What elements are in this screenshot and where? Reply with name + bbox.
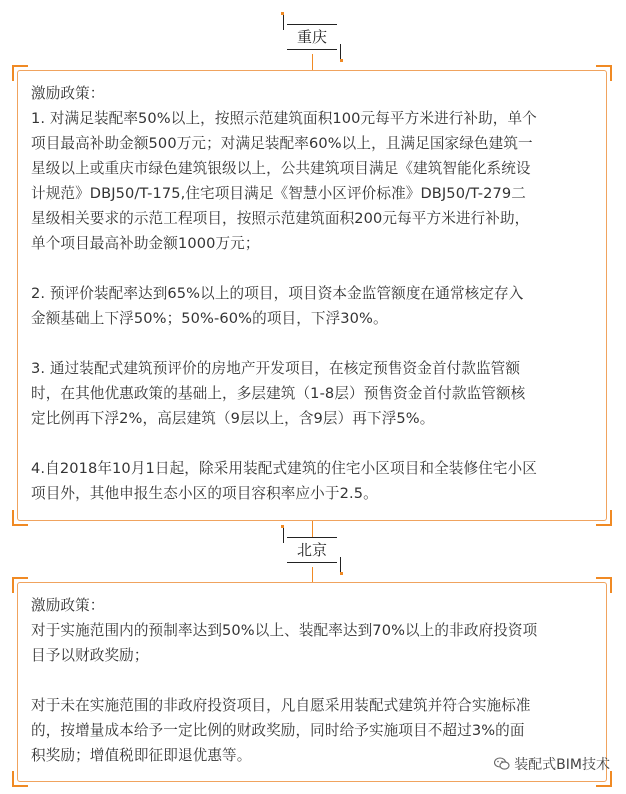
para-line: 星级以上或重庆市绿色建筑银级以上，公共建筑项目满足《建筑智能化系统设 <box>31 160 531 177</box>
corner-mark <box>12 510 28 526</box>
panel-heading: 激励政策： <box>31 85 105 102</box>
label-right-tick <box>340 44 341 60</box>
corner-mark <box>12 577 28 593</box>
para-line: 金额基础上下浮50%；50%-60%的项目，下浮30%。 <box>31 310 388 327</box>
corner-mark <box>596 577 612 593</box>
para-line: 3. 通过装配式建筑预评价的房地产开发项目，在核定预售资金首付款监管额 <box>31 360 521 377</box>
para-line: 时，在其他优惠政策的基础上，多层建筑（1-8层）预售资金首付款监管额核 <box>31 385 526 402</box>
label-dot <box>281 12 284 15</box>
para-line: 项目外，其他申报生态小区的项目容积率应小于2.5。 <box>31 485 378 502</box>
label-top-rule <box>287 537 337 538</box>
corner-mark <box>12 65 28 81</box>
wechat-icon <box>494 757 510 771</box>
label-right-tick <box>340 557 341 573</box>
city-name: 北京 <box>296 541 327 559</box>
label-top-rule <box>287 24 337 25</box>
para-line: 计规范》DBJ50/T-175,住宅项目满足《智慧小区评价标准》DBJ50/T-279二 <box>31 185 526 202</box>
connector-line <box>312 521 313 537</box>
label-left-tick <box>283 14 284 30</box>
connector-line <box>312 567 313 582</box>
para-line: 定比例再下浮2%，高层建筑（9层以上，含9层）再下浮5%。 <box>31 410 435 427</box>
para-line: 积奖励；增值税即征即退优惠等。 <box>31 747 252 764</box>
para-line: 项目最高补助金额500万元；对满足装配率60%以上，且满足国家绿色建筑一 <box>31 135 533 152</box>
policy-panel-chongqing <box>17 70 607 521</box>
para-line: 4.自2018年10月1日起，除采用装配式建筑的住宅小区项目和全装修住宅小区 <box>31 460 537 477</box>
corner-mark <box>12 771 28 787</box>
label-bottom-rule <box>287 49 337 50</box>
panel-heading: 激励政策： <box>31 597 105 614</box>
corner-mark <box>596 65 612 81</box>
corner-mark <box>596 510 612 526</box>
para-line: 单个项目最高补助金额1000万元； <box>31 235 260 252</box>
label-dot <box>281 525 284 528</box>
watermark <box>494 754 610 774</box>
city-label-chongqing <box>287 24 337 50</box>
label-dot <box>340 59 343 62</box>
para-line: 对于未在实施范围的非政府投资项目，凡自愿采用装配式建筑并符合实施标准 <box>31 697 531 714</box>
para-line: 的，按增量成本给予一定比例的财政奖励，同时给予实施项目不超过3%的面 <box>31 722 525 739</box>
para-line: 2. 预评价装配率达到65%以上的项目，项目资本金监管额度在通常核定存入 <box>31 285 524 302</box>
para-line: 星级相关要求的示范工程项目，按照示范建筑面积200元每平方米进行补助， <box>31 210 530 227</box>
label-left-tick <box>283 527 284 543</box>
label-bottom-rule <box>287 562 337 563</box>
watermark-text: 装配式BIM技术 <box>514 757 610 773</box>
para-line: 对于实施范围内的预制率达到50%以上、装配率达到70%以上的非政府投资项 <box>31 622 538 639</box>
policy-panel-beijing <box>17 582 607 782</box>
para-line: 1. 对满足装配率50%以上，按照示范建筑面积100元每平方米进行补助，单个 <box>31 110 537 127</box>
connector-line <box>312 54 313 70</box>
label-dot <box>340 572 343 575</box>
city-name: 重庆 <box>296 28 327 46</box>
city-label-beijing <box>287 537 337 563</box>
para-line: 目予以财政奖励； <box>31 647 149 664</box>
